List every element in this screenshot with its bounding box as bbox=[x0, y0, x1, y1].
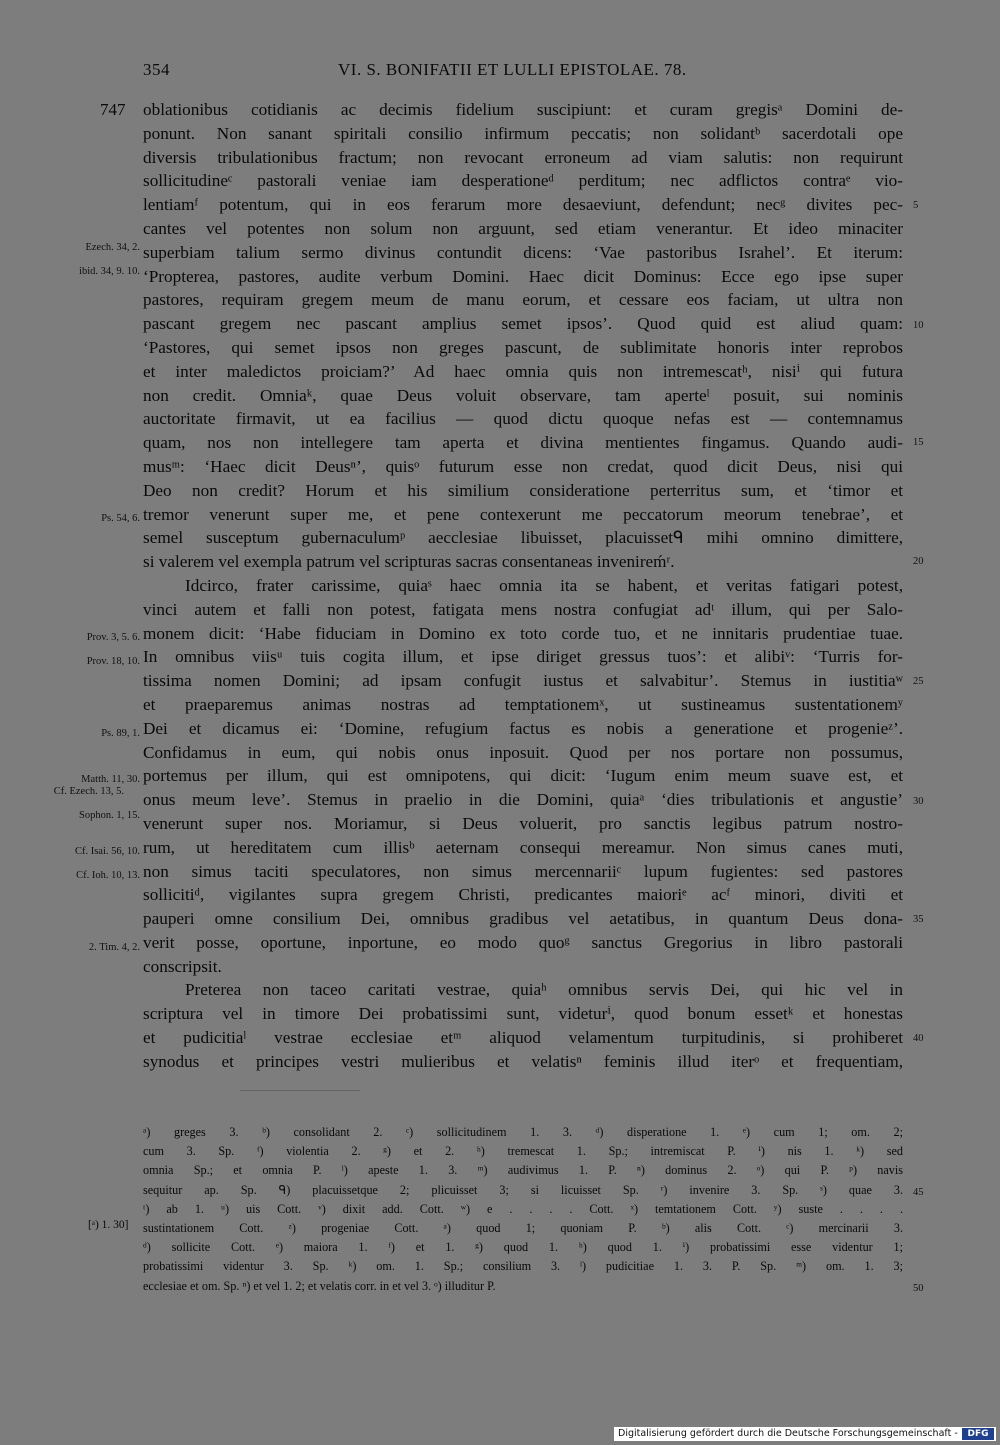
margin-reference: Ezech. 34, 2. bbox=[85, 242, 140, 253]
footnotes bbox=[143, 1123, 903, 1296]
text-line: si valerem vel exempla patrum vel scripturas sacras consentaneas invenireḿʳ. bbox=[143, 552, 675, 572]
text-line: musᵐ: ‘Haec dicit Deusⁿ’, quisᵒ futurum esse non credat, quod dicit Deus, nisi qui bbox=[143, 456, 903, 476]
text-line: Dei et dicamus ei: ‘Domine, refugium factus es nobis a generatione et progenieᶻ’. bbox=[143, 718, 903, 738]
margin-reference: Ps. 89, 1. bbox=[101, 728, 140, 739]
margin-reference: Prov. 18, 10. bbox=[86, 656, 140, 667]
text-line: Confidamus in eum, qui nobis onus inposuit. Quod per nos portare non possumus, bbox=[143, 742, 903, 762]
text-line: sollicitudineᶜ pastorali veniae iam desperationeᵈ perditum; nec adflictos contraᵉ vio- bbox=[143, 171, 903, 191]
text-line: pastores, requiram gregem meum de manu eorum, et cessare eos faciam, ut ultra non bbox=[143, 290, 903, 310]
text-line: pauperi omne consilium Dei, omnibus gradibus vel aetatibus, in quantum Deus dona- bbox=[143, 909, 903, 929]
margin-reference: Sophon. 1, 15. bbox=[79, 810, 140, 821]
line-number: 40 bbox=[913, 1033, 924, 1044]
main-text bbox=[143, 98, 903, 1074]
text-line: synodus et principes vestri mulieribus et velatisⁿ feminis illud iterᵒ et frequentiam, bbox=[143, 1051, 903, 1071]
text-line: lentiamᶠ potentum, qui in eos ferarum more desaeviunt, defendunt; necᵍ divites pec- bbox=[143, 195, 903, 215]
text-line: venerunt super nos. Moriamur, si Deus voluerit, pro sanctis legibus patrum nostro- bbox=[143, 813, 903, 833]
line-number: 30 bbox=[913, 796, 924, 807]
text-line: verit posse, oportune, inportune, eo modo quoᵍ sanctus Gregorius in libro pastorali bbox=[143, 932, 903, 952]
text-line: et pudicitiaˡ vestrae ecclesiae etᵐ aliquod velamentum turpitudinis, si prohiberet bbox=[143, 1028, 903, 1048]
footnote-line: ᵈ) sollicite Cott. ᵉ) maiora 1. ᶠ) et 1. ᵍ) quod 1. ʰ) quod 1. ⁱ) probatissimi esse videntur 1; bbox=[143, 1240, 903, 1255]
text-line: sollicitiᵈ, vigilantes supra gregem Christi, predicantes maioriᵉ acᶠ minori, diviti et bbox=[143, 885, 903, 905]
line-number: 10 bbox=[913, 320, 924, 331]
footnote-line-number: 50 bbox=[913, 1283, 924, 1294]
text-line: ‘Propterea, pastores, audite verbum Domini. Haec dicit Dominus: Ecce ego ipse super bbox=[143, 266, 903, 286]
text-line: conscripsit. bbox=[143, 956, 222, 976]
text-line: In omnibus viisᵘ tuis cogita illum, et ipse diriget gressus tuos’: et alibiᵛ: ‘Turris for- bbox=[143, 647, 903, 667]
line-number: 20 bbox=[913, 556, 924, 567]
footnote-line: sequitur ap. Sp. ᑫ) placuissetque 2; plicuisset 3; si licuisset Sp. ʳ) invenire 3. Sp. ˢ) quae 3. bbox=[143, 1182, 903, 1197]
footnote-line: cum 3. Sp. ᶠ) violentia 2. ᵍ) et 2. ʰ) tremescat 1. Sp.; intremiscat P. ⁱ) nis 1. ᵏ) sed bbox=[143, 1144, 903, 1159]
text-line: Deo non credit? Horum et his similium consideratione perterritus sum, et ‘timor et bbox=[143, 480, 903, 500]
text-line: diversis tribulationibus fractum; non revocant erroneum ad viam salutis: non requirunt bbox=[143, 147, 903, 167]
footnote-line: ᵗ) ab 1. ᵘ) uis Cott. ᵛ) dixit add. Cott. ʷ) e . . . . Cott. ˣ) temtationem Cott. ʸ) suste . . . . bbox=[143, 1201, 903, 1216]
text-line: ‘Pastores, qui semet ipsos non greges pascunt, de sublimitate honoris inter reprobos bbox=[143, 337, 903, 357]
margin-reference: Cf. Isai. 56, 10. bbox=[74, 846, 140, 857]
text-line: Idcirco, frater carissime, quiaˢ haec omnia ita se habent, et veritas fatigari potest, bbox=[185, 575, 903, 595]
footnote-line: ᵃ) greges 3. ᵇ) consolidant 2. ᶜ) sollicitudinem 1. 3. ᵈ) disperatione 1. ᵉ) cum 1; om. 2; bbox=[143, 1125, 903, 1139]
text-line: rum, ut hereditatem cum illisᵇ aeternam consequi mereamur. Non simus canes muti, bbox=[143, 837, 903, 857]
margin-reference: 2. Tim. 4, 2. bbox=[88, 942, 140, 953]
running-title: VI. S. BONIFATII ET LULLI EPISTOLAE. 78. bbox=[338, 60, 687, 79]
footnote-line: ecclesiae et om. Sp. ⁿ) et vel 1. 2; et velatis corr. in et vel 3. ᵒ) illuditur P. bbox=[143, 1278, 496, 1293]
text-line: auctoritate firmavit, ut ea facilius — quod dictu quoque nefas est — contemnamus bbox=[143, 409, 903, 429]
footnote-line: sustintationem Cott. ᶻ) progeniae Cott. ᵃ) quod 1; quoniam P. ᵇ) alis Cott. ᶜ) mercinarii 3. bbox=[143, 1220, 903, 1235]
text-line: semel susceptum gubernaculumᵖ aecclesiae libuisset, placuissetᑫ mihi omnino dimittere, bbox=[143, 528, 903, 548]
text-line: cantes vel potentes non solum non arguunt, sed etiam venerantur. Et ideo minaciter bbox=[143, 218, 903, 238]
text-line: tissima nomen Domini; ad ipsam confugit iustus et salvabitur’. Stemus in iustitiaʷ bbox=[143, 671, 903, 691]
margin-reference: Cf. Ioh. 10, 13. bbox=[76, 870, 140, 881]
text-line: ponunt. Non sanant spiritali consilio infirmum peccatis; non solidantᵇ sacerdotali ope bbox=[143, 123, 903, 143]
margin-reference: ibid. 34, 9. 10. bbox=[79, 266, 140, 277]
line-number: 5 bbox=[913, 200, 919, 211]
page-number: 354 bbox=[143, 60, 170, 79]
text-line: vinci autem et falli non potest, fatigata mens nostra confugiat adᵗ illum, qui per Salo- bbox=[143, 599, 903, 619]
dfg-logo: DFG bbox=[962, 1428, 994, 1440]
text-line: superbiam talium sermo divinus contundit dicens: ‘Vae pastoribus Israhel’. Et iterum: bbox=[143, 242, 903, 262]
footnote-line: omnia Sp.; et omnia P. ˡ) apeste 1. 3. ᵐ) audivimus 1. P. ⁿ) dominus 2. ᵒ) qui P. ᵖ) navis bbox=[143, 1163, 903, 1178]
line-number: 15 bbox=[913, 437, 924, 448]
text-line: non credit. Omniaᵏ, quae Deus voluit observare, tam aperteˡ posuit, sui nominis bbox=[143, 385, 903, 405]
text-line: tremor venerunt super me, et pene contexerunt me peccatorum meorum tenebrae’, et bbox=[143, 504, 903, 524]
digitization-credit bbox=[614, 1427, 996, 1441]
text-line: et inter maledictos proiciam?’ Ad haec omnia quis non intremescatʰ, nisiⁱ qui futura bbox=[143, 361, 903, 381]
running-header bbox=[143, 60, 903, 84]
text-line: non simus taciti speculatores, non simus mercennariiᶜ lupum fugientes: sed pastores bbox=[143, 861, 903, 881]
credit-text: Digitalisierung gefördert durch die Deutsche Forschungsgemeinschaft - bbox=[618, 1428, 958, 1439]
text-line: quam, nos non intellegere tam aperta et divina mentientes fingamus. Quando audi- bbox=[143, 433, 903, 453]
text-line: oblationibus cotidianis ac decimis fidelium suscipiunt: et curam gregisᵃ Domini de- bbox=[143, 100, 903, 119]
margin-reference: Prov. 3, 5. 6. bbox=[86, 632, 140, 643]
text-line: pascant gregem nec pascant amplius semet ipsos’. Quod quid est aliud quam: bbox=[143, 314, 903, 334]
footnote-line: probatissimi videntur 3. Sp. ᵏ) om. 1. Sp.; consilium 3. ˡ) pudicitiae 1. 3. P. Sp. ᵐ) om. 1. 3; bbox=[143, 1259, 903, 1274]
separator-rule bbox=[240, 1090, 360, 1091]
footnote-line-number: 45 bbox=[913, 1187, 924, 1198]
text-line: scriptura vel in timore Dei probatissimi sunt, videturⁱ, quod bonum essetᵏ et honestas bbox=[143, 1004, 903, 1024]
margin-reference: Matth. 11, 30. bbox=[81, 774, 140, 785]
line-number: 35 bbox=[913, 914, 924, 925]
text-line: monem dicit: ‘Habe fiduciam in Domino ex toto corde tuo, et ne innitaris prudentiae tuae. bbox=[143, 623, 903, 643]
margin-reference: Ps. 54, 6. bbox=[101, 513, 140, 524]
text-line: et praeparemus animas nostras ad temptationemˣ, ut sustineamus sustentationemʸ bbox=[143, 694, 903, 714]
line-number: 25 bbox=[913, 676, 924, 687]
text-line: Preterea non taceo caritati vestrae, quiaʰ omnibus servis Dei, qui hic vel in bbox=[185, 980, 903, 1000]
leading-number: 747 bbox=[100, 100, 126, 119]
footnote-margin-reference: [ᵃ) 1. 30] bbox=[88, 1219, 129, 1231]
text-line: portemus per illum, qui est omnipotens, qui dicit: ‘Iugum enim meum suave est, et bbox=[143, 766, 903, 786]
margin-reference: Cf. Ezech. 13, 5. bbox=[53, 786, 124, 797]
text-line: onus meum leve’. Stemus in praelio in die Domini, quiaᵃ ‘dies tribulationis et angustie’ bbox=[143, 790, 903, 810]
